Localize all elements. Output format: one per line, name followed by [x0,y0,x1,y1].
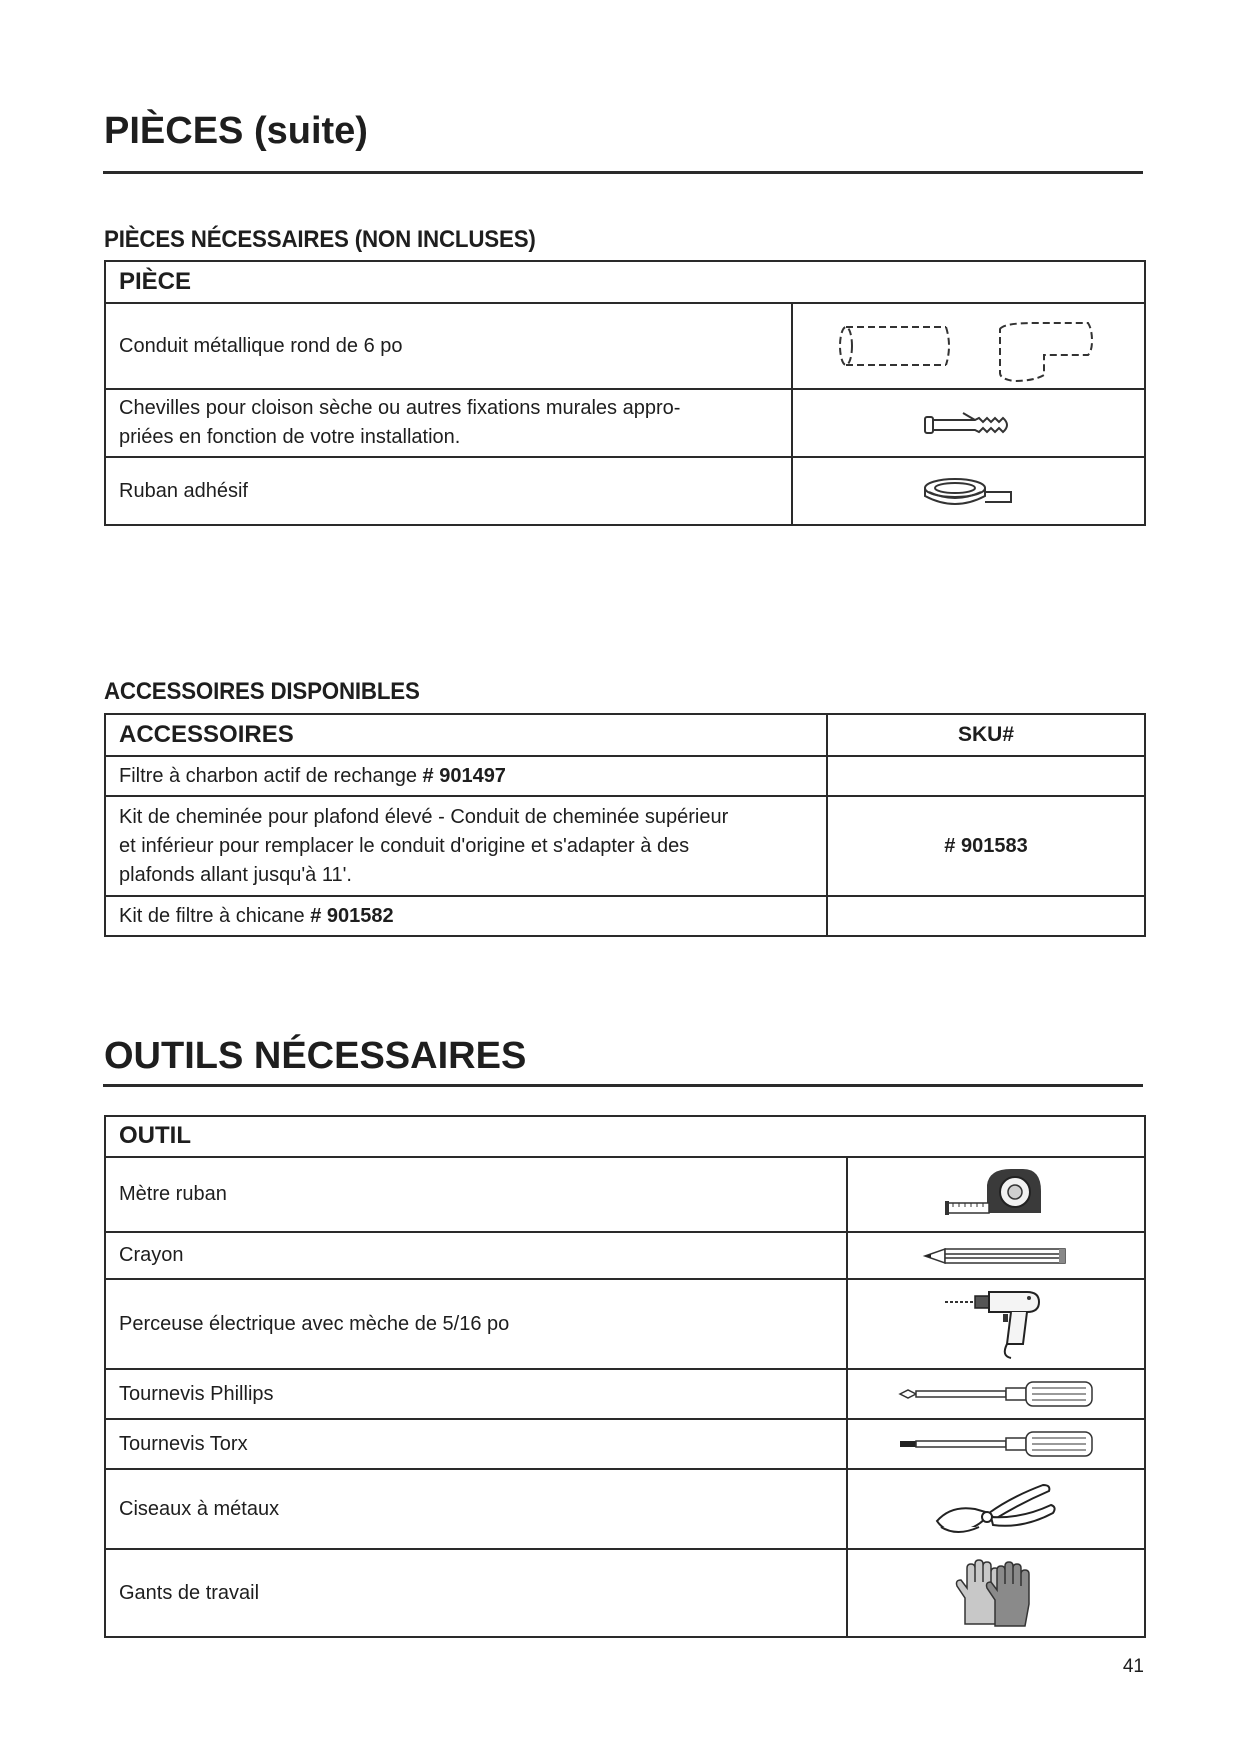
phillips-screwdriver-icon [896,1379,1096,1409]
torx-screwdriver-icon [896,1429,1096,1459]
table-row [105,1157,1145,1232]
accessory-text: Kit de filtre à chicane [119,904,311,927]
tool-label: Perceuse électrique avec mèche de 5/16 po [105,1279,847,1369]
tape-roll-icon [921,474,1017,508]
anchor-icon [919,405,1019,441]
tool-label: Gants de travail [105,1549,847,1637]
table-row [105,1369,1145,1419]
accessory-label [105,756,827,796]
title-rule [103,171,1143,174]
accessory-code: # 901497 [422,764,506,787]
accessory-label [105,796,827,896]
part-label [105,389,792,457]
tool-label: Mètre ruban [105,1157,847,1232]
accessory-text: Filtre à charbon actif de rechange [119,764,423,787]
pencil-icon [921,1245,1071,1267]
drill-icon [941,1286,1051,1362]
work-gloves-icon [951,1558,1041,1628]
table-row [105,1232,1145,1279]
duct-icon [834,309,1104,383]
tool-label: Tournevis Torx [105,1419,847,1469]
tools-table [104,1115,1146,1638]
table-row [105,796,1145,896]
table-row [105,1549,1145,1637]
required-parts-title: PIÈCES NÉCESSAIRES (NON INCLUSES) [104,226,536,253]
part-label-line: priées en fonction de votre installation. [119,426,461,448]
table-row [105,457,1145,525]
tape-measure-icon [941,1165,1051,1225]
table-row [105,896,1145,936]
table-row [105,389,1145,457]
required-parts-table [104,260,1146,526]
accessories-table [104,713,1146,937]
part-label-line: Chevilles pour cloison sèche ou autres fixations murales appro- [119,397,681,419]
accessory-code: # 901582 [310,904,394,927]
accessories-header: ACCESSOIRES [105,714,827,756]
tools-title: OUTILS NÉCESSAIRES [104,1035,527,1077]
required-parts-header: PIÈCE [105,261,1145,303]
part-label: Ruban adhésif [105,457,792,525]
accessories-title: ACCESSOIRES DISPONIBLES [104,678,420,705]
accessory-sku: # 901583 [827,796,1145,896]
accessory-line: plafonds allant jusqu'à 11'. [119,863,352,886]
accessory-label [105,896,827,936]
tools-header: OUTIL [105,1116,1145,1157]
table-row [105,756,1145,796]
tin-snips-icon [931,1477,1061,1541]
part-label: Conduit métallique rond de 6 po [105,303,792,389]
accessory-line: Kit de cheminée pour plafond élevé - Conduit de cheminée supérieur [119,805,729,828]
accessory-line: et inférieur pour remplacer le conduit d'origine et s'adapter à des [119,834,690,857]
table-row [105,1279,1145,1369]
tool-label: Ciseaux à métaux [105,1469,847,1549]
page-number: 41 [1122,1656,1144,1677]
tool-label: Tournevis Phillips [105,1369,847,1419]
page-title: PIÈCES (suite) [104,110,368,152]
sku-header: SKU# [827,714,1145,756]
table-row [105,1469,1145,1549]
tool-label: Crayon [105,1232,847,1279]
table-row [105,303,1145,389]
tools-title-rule [103,1084,1143,1087]
table-row [105,1419,1145,1469]
